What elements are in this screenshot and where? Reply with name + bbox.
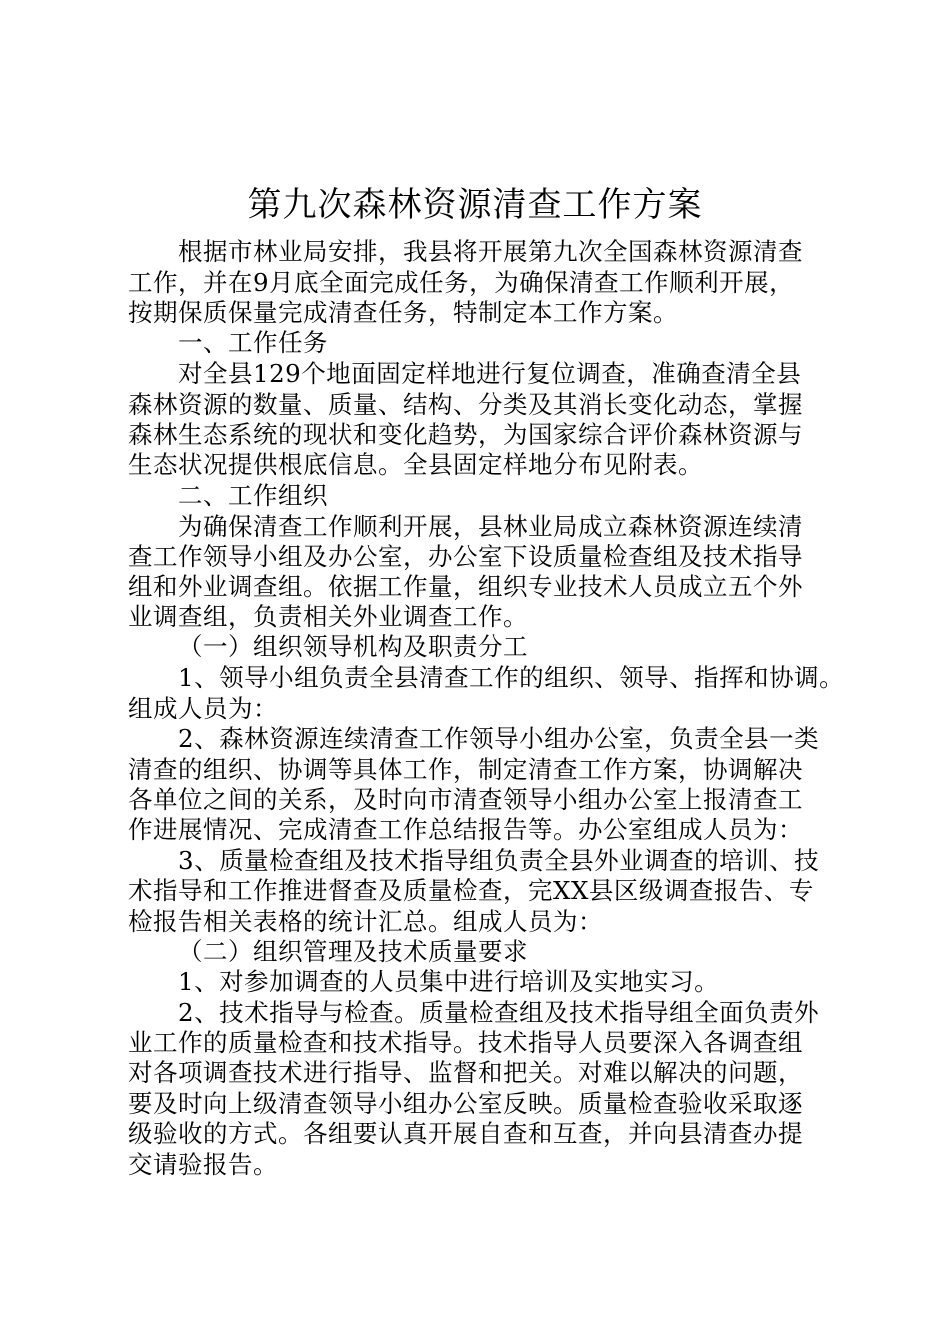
paragraph-line: 对各项调查技术进行指导、监督和把关。对难以解决的问题，: [128, 1058, 803, 1087]
paragraph-line: 组和外业调查组。依据工作量，组织专业技术人员成立五个外: [128, 572, 803, 601]
paragraph-line: 交请验报告。: [128, 1150, 278, 1179]
paragraph-line: 各单位之间的关系，及时向市清查领导小组办公室上报清查工: [128, 785, 803, 814]
paragraph-line: 对全县129个地面固定样地进行复位调查，准确查清全县: [178, 359, 802, 388]
paragraph-line: 检报告相关表格的统计汇总。组成人员为：: [128, 907, 603, 936]
paragraph-line: 为确保清查工作顺利开展，县林业局成立森林资源连续清: [178, 512, 803, 541]
section-heading: 一、工作任务: [178, 328, 328, 357]
paragraph-line: 3、质量检查组及技术指导组负责全县外业调查的培训、技: [178, 846, 820, 875]
paragraph-line: 按期保质保量完成清查任务，特制定本工作方案。: [128, 298, 678, 327]
paragraph-line: 生态状况提供根底信息。全县固定样地分布见附表。: [128, 450, 703, 479]
paragraph-line: 1、领导小组负责全县清查工作的组织、领导、指挥和协调。: [178, 663, 845, 692]
paragraph-line: 级验收的方式。各组要认真开展自查和互查，并向县清查办提: [128, 1119, 803, 1148]
paragraph-line: 查工作领导小组及办公室，办公室下设质量检查组及技术指导: [128, 542, 803, 571]
paragraph-line: 1、对参加调查的人员集中进行培训及实地实习。: [178, 967, 720, 996]
section-heading: 二、工作组织: [178, 481, 328, 510]
paragraph-line: 作进展情况、完成清查工作总结报告等。办公室组成人员为：: [128, 815, 803, 844]
paragraph-line: 术指导和工作推进督查及质量检查，完XX县区级调查报告、专: [128, 876, 814, 905]
paragraph-line: 清查的组织、协调等具体工作，制定清查工作方案，协调解决: [128, 755, 803, 784]
paragraph-line: 要及时向上级清查领导小组办公室反映。质量检查验收采取逐: [128, 1089, 803, 1118]
paragraph-line: 工作，并在9月底全面完成任务，为确保清查工作顺利开展，: [128, 268, 795, 297]
paragraph-line: 业工作的质量检查和技术指导。技术指导人员要深入各调查组: [128, 1028, 803, 1057]
paragraph-line: 森林资源的数量、质量、结构、分类及其消长变化动态，掌握: [128, 390, 803, 419]
paragraph-line: 组成人员为：: [128, 694, 278, 723]
subsection-heading: （一）组织领导机构及职责分工: [178, 632, 528, 661]
paragraph-line: 业调查组，负责相关外业调查工作。: [128, 602, 528, 631]
paragraph-line: 2、森林资源连续清查工作领导小组办公室，负责全县一类: [178, 724, 820, 753]
document-title: 第九次森林资源清查工作方案: [247, 185, 703, 225]
subsection-heading: （二）组织管理及技术质量要求: [178, 937, 528, 966]
paragraph-line: 森林生态系统的现状和变化趋势，为国家综合评价森林资源与: [128, 420, 803, 449]
paragraph-line: 2、技术指导与检查。质量检查组及技术指导组全面负责外: [178, 998, 820, 1027]
paragraph-line: 根据市林业局安排，我县将开展第九次全国森林资源清查: [178, 237, 803, 266]
